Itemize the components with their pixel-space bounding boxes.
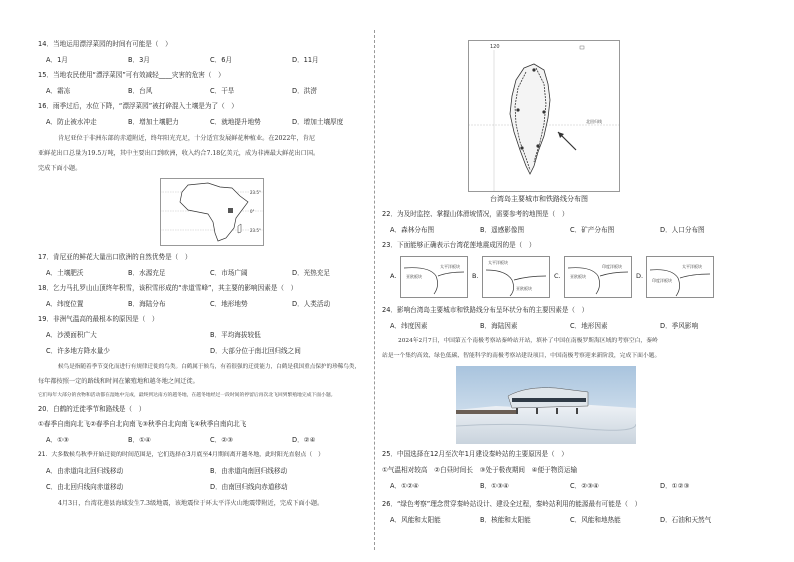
q23-diagram-d[interactable]: [646, 256, 714, 298]
q14-option-a[interactable]: A．1月: [46, 56, 68, 64]
q17-stem: 17．肯尼亚的鲜花大量出口欧洲的自然优势是（ ）: [38, 253, 192, 261]
q23-label-a[interactable]: A.: [390, 272, 397, 280]
taiwan-map: [468, 40, 620, 192]
q23-label-c[interactable]: C.: [554, 272, 561, 280]
taiwan-map-caption: 台湾岛主要城市和铁路线分布图: [490, 195, 588, 203]
map-lat-label-3: 23.5°: [250, 228, 261, 233]
plate-label: 太平洋板块: [682, 264, 702, 269]
left-column: [30, 0, 375, 562]
q19-option-b[interactable]: B．平均海拔较低: [210, 331, 261, 339]
q17-option-d[interactable]: D．光热充足: [292, 269, 331, 277]
q15-option-d[interactable]: D．洪涝: [292, 87, 317, 95]
q24-option-a[interactable]: A．纬度因素: [390, 322, 428, 330]
passage-kenya-line2: 亚鲜花出口总量为19.5万吨，其中主要出口到欧洲，收入约合7.18亿美元，成为非洲最大鲜花出口国。: [38, 150, 320, 157]
city-marker: [516, 108, 519, 111]
q14-option-b[interactable]: B．3月: [128, 56, 150, 64]
right-column: [380, 0, 765, 562]
q24-option-c[interactable]: C．地形因素: [570, 322, 608, 330]
q16-option-c[interactable]: C．就地提升地势: [210, 118, 261, 126]
q26-option-c[interactable]: C．风能和地热能: [570, 516, 621, 524]
passage-kenya-line1: 肯尼亚位于非洲东部的赤道附近，终年阳光充足，十分适宜发展鲜花种植业。在2022年，肯尼: [58, 135, 316, 142]
q17-option-a[interactable]: A．土壤肥沃: [46, 269, 84, 277]
q16-stem: 16．雨季过后，水位下降，“漂浮菜园”被打碎混入土壤是为了（ ）: [38, 102, 238, 110]
q19-option-c[interactable]: C．许多地方降水量少: [46, 347, 110, 355]
q23-diagram-c[interactable]: [564, 256, 632, 298]
q20-option-a[interactable]: A．①③: [46, 436, 69, 444]
q22-option-d[interactable]: D．人口分布图: [660, 226, 705, 234]
q20-stem: 20．白鹤的迁徙季节和路线是（ ）: [38, 405, 146, 413]
q26-option-d[interactable]: D．石油和天然气: [660, 516, 712, 524]
q23-label-d[interactable]: D.: [636, 272, 644, 280]
q25-stem: 25．中国选择在12月至次年1月建设秦岭站的主要原因是（ ）: [382, 450, 568, 458]
q15-option-b[interactable]: B．台风: [128, 87, 153, 95]
q18-option-c[interactable]: C．地形地势: [210, 300, 248, 308]
q26-option-b[interactable]: B．核能和太阳能: [480, 516, 531, 524]
plate-label: 亚欧板块: [570, 274, 586, 279]
q20-option-c[interactable]: C．②③: [210, 436, 234, 444]
q20-option-d[interactable]: D．②④: [292, 436, 316, 444]
plate-label: 亚欧板块: [406, 274, 422, 279]
q24-option-b[interactable]: B．海陆因素: [480, 322, 518, 330]
map-lat-label-1: 23.5°: [250, 190, 261, 195]
passage-qinling-line1: 2024年2月7日，中国第五个南极考察站秦岭站开站，填补了中国在南极罗斯海区域的考察空白，秦岭: [398, 338, 658, 344]
passage-hualien: 4月3日，台湾花莲县海域发生7.3级地震，该地震位于环太平洋火山地震带附近，完成下面小题。: [58, 500, 324, 507]
city-marker: [532, 68, 535, 71]
map-lat-label-2: 0°: [250, 209, 255, 214]
city-marker: [542, 110, 545, 113]
q23-stem: 23．下面能够正确表示台湾花莲地震成因的是（ ）: [382, 241, 536, 249]
q18-option-d[interactable]: D．人类活动: [292, 300, 331, 308]
africa-map: [160, 178, 264, 246]
q21-option-d[interactable]: D．由南回归线向赤道移动: [210, 483, 288, 491]
q25-option-a[interactable]: A．①②④: [390, 482, 419, 490]
q14-option-c[interactable]: C．6月: [210, 56, 232, 64]
q21-option-a[interactable]: A．由赤道向北回归线移动: [46, 467, 124, 475]
q17-option-c[interactable]: C．市场广阔: [210, 269, 248, 277]
longitude-label: 120: [490, 44, 500, 50]
qinling-station-photo: [456, 366, 636, 444]
q22-stem: 22．为及时监控、掌握山体滑坡情况，需要参考的地图是（ ）: [382, 210, 569, 218]
q23-diagram-b[interactable]: [482, 256, 550, 298]
q22-option-a[interactable]: A．森林分布图: [390, 226, 435, 234]
q21-option-c[interactable]: C．由北回归线向赤道移动: [46, 483, 124, 491]
q20-option-b[interactable]: B．①④: [128, 436, 151, 444]
plate-label: 太平洋板块: [488, 260, 508, 265]
q25-statements: ①气温相对较高 ②白昼时间长 ③处于极夜期间 ④便于物资运输: [382, 466, 578, 474]
q14-stem: 14．当地运用漂浮菜园的时间有可能是（ ）: [38, 40, 172, 48]
passage-kenya-line3: 完成下面小题。: [38, 165, 82, 172]
plate-label: 亚欧板块: [516, 286, 532, 291]
q22-option-c[interactable]: C．矿产分布图: [570, 226, 615, 234]
city-marker: [536, 144, 539, 147]
q23-label-b[interactable]: B.: [472, 272, 479, 280]
q15-option-a[interactable]: A．霜冻: [46, 87, 71, 95]
q24-option-d[interactable]: D．季风影响: [660, 322, 699, 330]
q24-stem: 24．影响台湾岛主要城市和铁路线分布呈环状分布的主要因素是（ ）: [382, 306, 589, 314]
plate-label: 太平洋板块: [440, 264, 460, 269]
q19-option-d[interactable]: D．大部分位于南北回归线之间: [210, 347, 301, 355]
q17-option-b[interactable]: B．水源充足: [128, 269, 166, 277]
city-marker: [520, 146, 523, 149]
q16-option-b[interactable]: B．增加土壤肥力: [128, 118, 179, 126]
q26-stem: 26．“绿色考察”理念贯穿秦岭站设计、建设全过程，秦岭站利用的能源最有可能是（ ）: [382, 500, 642, 508]
plate-label: 印度洋板块: [652, 278, 672, 283]
q25-option-d[interactable]: D．①②③: [660, 482, 690, 490]
q16-option-d[interactable]: D．增加土壤厚度: [292, 118, 344, 126]
passage-crane-line1: 候鸟是指随着季节变化而进行有规律迁徙的鸟类。白鹤属于候鸟，有着很强的迁徙能力，白鹤是我国重点保护的珍稀鸟类，: [58, 364, 361, 370]
q19-stem: 19．非洲气温高的最根本的原因是（ ）: [38, 315, 159, 323]
q26-option-a[interactable]: A．风能和太阳能: [390, 516, 441, 524]
plate-label: 印度洋板块: [602, 264, 622, 269]
q23-diagrams: [390, 256, 765, 300]
q23-diagram-a[interactable]: [400, 256, 468, 298]
passage-qinling-line2: 站是一个集约高效、绿色低碳、智能科学的南极考察站建设项目，中国南极考察迎来新阶段，完成下面小题。: [382, 353, 661, 359]
q16-option-a[interactable]: A．防止被水冲走: [46, 118, 97, 126]
q18-option-b[interactable]: B．海陆分布: [128, 300, 166, 308]
q18-option-a[interactable]: A．纬度位置: [46, 300, 84, 308]
q19-option-a[interactable]: A．沙漠面积广大: [46, 331, 97, 339]
q15-stem: 15．当地农民使用“漂浮菜园”可有效减轻____灾害的危害（ ）: [38, 71, 225, 79]
kenya-marker: [228, 208, 233, 213]
q21-stem: 21．大多数候鸟秋季开始迁徙的时间范围是，它们选择在3月底至4月期间离开越冬地，此时阳光直射点（ ）: [38, 452, 324, 458]
q22-option-b[interactable]: B．遥感影像图: [480, 226, 525, 234]
q18-stem: 18．乞力马扎罗山山顶终年积雪，该积雪形成的“赤道雪峰”，其主要的影响因素是（ ）: [38, 284, 298, 292]
q14-option-d[interactable]: D．11月: [292, 56, 319, 64]
tropic-label: 北回归线: [586, 119, 602, 124]
q25-option-c[interactable]: C．②③④: [570, 482, 599, 490]
q20-statements: ①春季自南向北飞②春季自北向南飞③秋季自北向南飞④秋季自南向北飞: [38, 420, 247, 428]
q15-option-c[interactable]: C．干旱: [210, 87, 235, 95]
passage-crane-line3: 它们每年大部分的食物和活动都在湿地中完成，最终到达南方的越冬地，在越冬地经过一段时间的停留后再次北飞回到繁殖地完成下面小题。: [38, 393, 336, 398]
q21-option-b[interactable]: B．由赤道向南回归线移动: [210, 467, 288, 475]
column-divider: [374, 30, 376, 550]
q25-option-b[interactable]: B．①③④: [480, 482, 509, 490]
passage-crane-line2: 每年都按照一定的路线和时间在繁殖地和越冬地之间迁徙。: [38, 378, 199, 385]
